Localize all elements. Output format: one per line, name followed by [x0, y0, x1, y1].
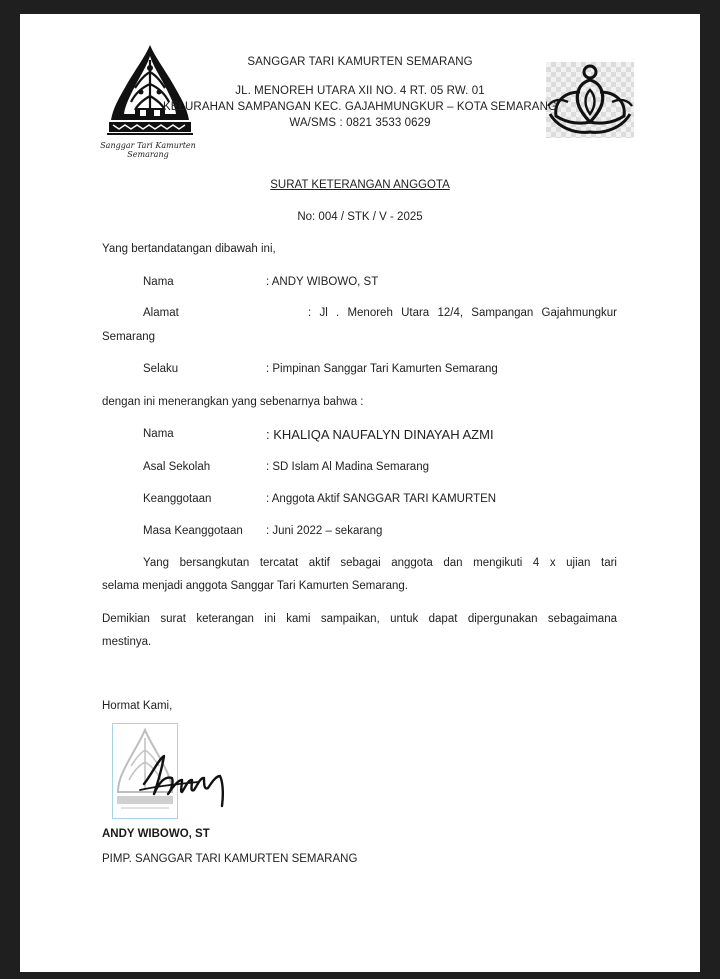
intro-text: dengan ini menerangkan yang sebenarnya bahwa : [102, 396, 364, 408]
logo-caption-1: Sanggar Tari Kamurten [100, 141, 196, 150]
contact-line: WA/SMS : 0821 3533 0629 [289, 117, 431, 129]
document-title: SURAT KETERANGAN ANGGOTA [270, 179, 450, 191]
org-name: SANGGAR TARI KAMURTEN SEMARANG [247, 56, 473, 68]
membership-period-value: : Juni 2022 – sekarang [266, 525, 383, 537]
address-line-2: KELURAHAN SAMPANGAN KEC. GAJAHMUNGKUR – KOTA SEMARANG [162, 101, 558, 113]
address-line-1: JL. MENOREH UTARA XII NO. 4 RT. 05 RW. 01 [235, 85, 485, 97]
membership-value: : Anggota Aktif SANGGAR TARI KAMURTEN [266, 493, 497, 505]
signer-role-value: : Pimpinan Sanggar Tari Kamurten Semarang [266, 363, 498, 375]
membership-label: Keanggotaan [143, 493, 212, 505]
handwritten-signature-icon [138, 750, 238, 808]
paragraph-1-line-2: selama menjadi anggota Sanggar Tari Kamurten Semarang. [102, 580, 408, 592]
signer-name-value: : ANDY WIBOWO, ST [266, 276, 379, 288]
member-name-value: : KHALIQA NAUFALYN DINAYAH AZMI [266, 427, 494, 442]
signer-name: ANDY WIBOWO, ST [102, 828, 210, 840]
signer-address-label: Alamat [143, 307, 179, 319]
member-name-label: Nama [143, 428, 174, 440]
signer-role-label: Selaku [143, 363, 179, 375]
document-number: No: 004 / STK / V - 2025 [297, 211, 423, 223]
member-school-value: : SD Islam Al Madina Semarang [266, 461, 429, 473]
letter-page [20, 14, 700, 972]
signer-address-continuation: Semarang [102, 331, 156, 343]
membership-period-label: Masa Keanggotaan [143, 525, 243, 537]
signer-address-value: : Jl . Menoreh Utara 12/4, Sampangan Gajahmungkur [308, 307, 617, 319]
paragraph-1-line-1: Yang bersangkutan tercatat aktif sebagai anggota dan mengikuti 4 x ujian tari [143, 557, 617, 569]
signer-name-label: Nama [143, 276, 174, 288]
paragraph-2-line-1: Demikian surat keterangan ini kami sampaikan, untuk dapat dipergunakan sebagaimana [102, 613, 617, 625]
paragraph-2-line-2: mestinya. [102, 636, 152, 648]
closing-text: Hormat Kami, [102, 700, 173, 712]
opening-text: Yang bertandatangan dibawah ini, [102, 243, 276, 255]
member-school-label: Asal Sekolah [143, 461, 211, 473]
logo-caption-2: Semarang [127, 150, 169, 159]
signer-title: PIMP. SANGGAR TARI KAMURTEN SEMARANG [102, 853, 358, 865]
